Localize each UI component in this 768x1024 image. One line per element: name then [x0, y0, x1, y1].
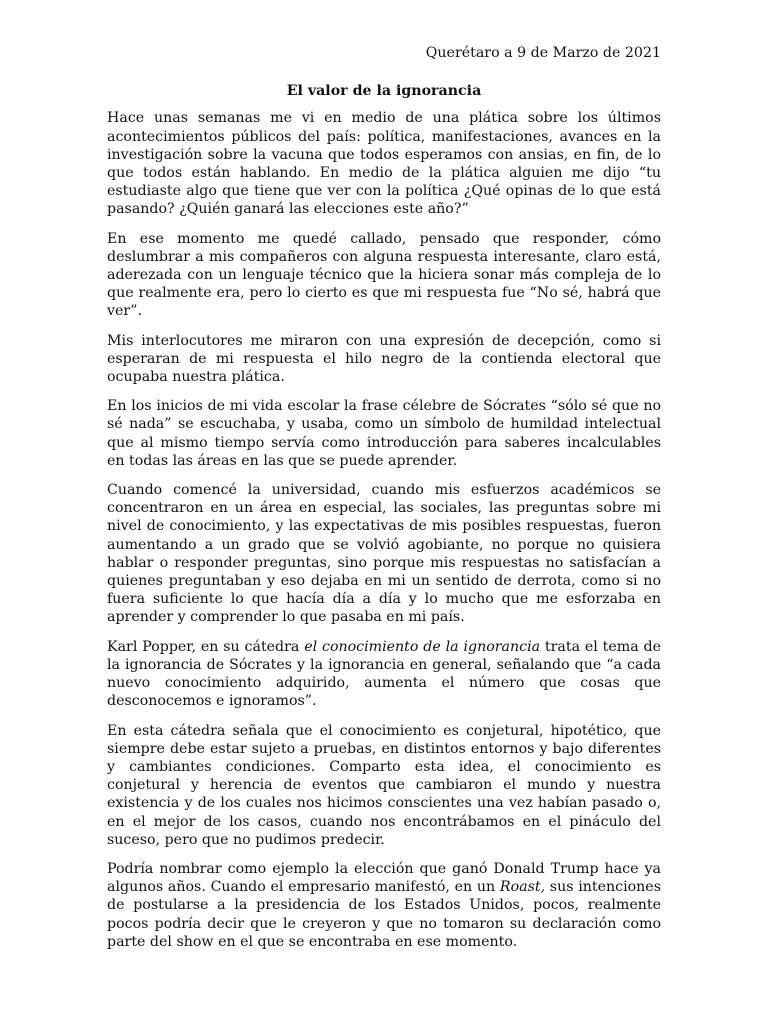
- dateline: Querétaro a 9 de Marzo de 2021: [425, 45, 661, 61]
- paragraph-3: Mis interlocutores me miraron con una expresión de decepción, como si esperaran de mi respuesta el hilo negro de la contienda electoral que ocupaba nuestra plática.: [107, 332, 661, 386]
- paragraph-6: [107, 638, 661, 711]
- document-title: El valor de la ignorancia: [286, 83, 482, 100]
- paragraph-6-italic-title: el conocimiento de la ignorancia: [304, 638, 541, 655]
- paragraph-1: Hace unas semanas me vi en medio de una plática sobre los últimos acontecimientos públicos del país: política, manifestaciones, avances en la investigación sobre la vacuna que todos esperamos con ansias, en fin, de lo que todos están hablando. En medio de la plática alguien me dijo “tu estudiaste algo que tiene que ver con la política ¿Qué opinas de lo que está pasando? ¿Quién ganará las elecciones este año?”: [107, 110, 661, 218]
- paragraph-8-text-before: Podría nombrar como ejemplo la elección que ganó Donald Trump hace ya algunos años. Cuando el empresario manifestó, en un: [107, 860, 661, 896]
- paragraph-8-italic-term: Roast,: [499, 879, 546, 896]
- paragraph-6-text-after: trata el tema de la ignorancia de Sócrates y la ignorancia en general, señalando que “a cada nuevo conocimiento adquirido, aumenta el número que cosas que desconocemos e ignoramos”.: [107, 638, 662, 710]
- paragraph-4: En los inicios de mi vida escolar la frase célebre de Sócrates “sólo sé que no sé nada” se escuchaba, y usaba, como un símbolo de humildad intelectual que al mismo tiempo servía como introducción para saberes incalculables en todas las áreas en las que se puede aprender.: [107, 398, 661, 469]
- paragraph-2: En ese momento me quedé callado, pensado que responder, cómo deslumbrar a mis compañeros con alguna respuesta interesante, claro está, aderezada con un lenguaje técnico que la hiciera sonar más compleja de lo que realmente era, pero lo cierto es que mi respuesta fue “No sé, habrá que ver”.: [107, 230, 661, 320]
- paragraph-7: En esta cátedra señala que el conocimiento es conjetural, hipotético, que siempre debe estar sujeto a pruebas, en distintos entornos y bajo diferentes y cambiantes condiciones. Comparto esta idea, el conocimiento es conjetural y herencia de eventos que cambiaron el mundo y nuestra existencia y de los cuales nos hicimos conscientes una vez habían pasado o, en el mejor de los casos, cuando nos encontrábamos en el pináculo del suceso, pero que no pudimos predecir.: [107, 722, 661, 848]
- paragraph-8-text-after: sus intenciones de postularse a la presidencia de los Estados Unidos, pocos, realmente pocos podría decir que le creyeron y que no tomaron su declaración como parte del show en el que se encontraba en ese momento.: [107, 879, 661, 950]
- document-page: [107, 44, 661, 962]
- paragraph-8: [107, 860, 661, 951]
- paragraph-5: Cuando comencé la universidad, cuando mis esfuerzos académicos se concentraron en un área en especial, las sociales, las preguntas sobre mi nivel de conocimiento, y las expectativas de mis posibles respuestas, fueron aumentando a un grado que se volvió agobiante, no porque no quisiera hablar o responder preguntas, sino porque mis respuestas no satisfacían a quienes preguntaban y eso dejaba en mi un sentido de derrota, como si no fuera suficiente lo que hacía día a día y lo mucho que me esforzaba en aprender y comprender lo que pasaba en mi país.: [107, 482, 661, 626]
- paragraph-6-text-before: Karl Popper, en su cátedra: [107, 638, 305, 655]
